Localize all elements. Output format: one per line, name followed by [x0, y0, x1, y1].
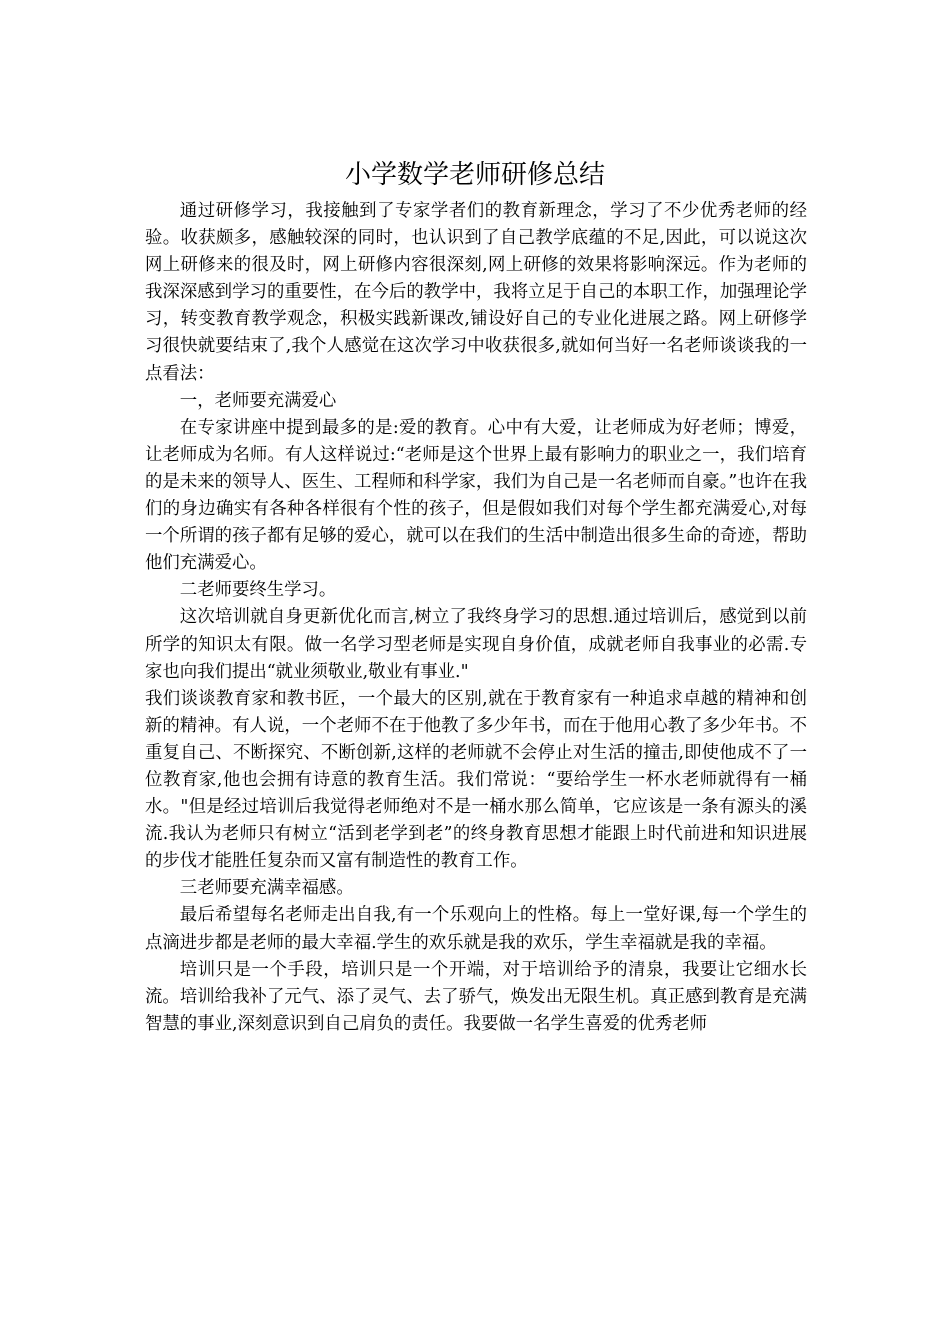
- paragraph-happiness: 最后希望每名老师走出自我,有一个乐观向上的性格。每上一堂好课,每一个学生的点滴进步都是老师的最大幸福.学生的欢乐就是我的欢乐，学生幸福就是我的幸福。: [145, 905, 807, 953]
- paragraph-love: 在专家讲座中提到最多的是:爱的教育。心中有大爱，让老师成为好老师；博爱，让老师成为名师。有人这样说过:“老师是这个世界上最有影响力的职业之一，我们培育的是未来的领导人、医生、工程师和科学家，我们为自己是一名老师而自豪。”也许在我们的身边确实有各种各样很有个性的孩子，但是假如我们对每个学生都充满爱心,对每一个所谓的孩子都有足够的爱心，就可以在我们的生活中制造出很多生命的奇迹，帮助他们充满爱心。: [145, 417, 807, 574]
- paragraph-conclusion: 培训只是一个手段，培训只是一个开端，对于培训给予的清泉，我要让它细水长流。培训给我补了元气、添了灵气、去了骄气，焕发出无限生机。真正感到教育是充满智慧的事业,深刻意识到自己肩负的责任。我要做一名学生喜爱的优秀老师: [145, 959, 807, 1034]
- paragraph-training: 这次培训就自身更新优化而言,树立了我终身学习的思想.通过培训后，感觉到以前所学的知识太有限。做一名学习型老师是实现自身价值，成就老师自我事业的必需.专家也向我们提出“就业须敬业,敬业有事业.": [145, 607, 807, 682]
- section-heading-happiness: 三老师要充满幸福感。: [179, 878, 354, 899]
- document-body: [145, 198, 807, 1038]
- paragraph-educator: 我们谈谈教育家和教书匠，一个最大的区别,就在于教育家有一种追求卓越的精神和创新的精神。有人说，一个老师不在于他教了多少年书，而在于他用心教了多少年书。不重复自己、不断探究、不断创新,这样的老师就不会停止对生活的撞击,即使他成不了一位教育家,他也会拥有诗意的教育生活。我们常说：“要给学生一杯水老师就得有一桶水。"但是经过培训后我觉得老师绝对不是一桶水那么简单，它应该是一条有源头的溪流.我认为老师只有树立“活到老学到老”的终身教育思想才能跟上时代前进和知识进展的步伐才能胜任复杂而又富有制造性的教育工作。: [145, 688, 807, 872]
- section-heading-lifelong-learning: 二老师要终生学习。: [179, 580, 337, 601]
- document-title: 小学数学老师研修总结: [344, 160, 605, 190]
- paragraph-intro: 通过研修学习，我接触到了专家学者们的教育新理念，学习了不少优秀老师的经验。收获颇多，感触较深的同时，也认识到了自己教学底蕴的不足,因此，可以说这次网上研修来的很及时，网上研修内容很深刻,网上研修的效果将影响深远。作为老师的我深深感到学习的重要性，在今后的教学中，我将立足于自己的本职工作，加强理论学习，转变教育教学观念，积极实践新课改,铺设好自己的专业化进展之路。网上研修学习很快就要结束了,我个人感觉在这次学习中收获很多,就如何当好一名老师谈谈我的一点看法：: [145, 201, 807, 384]
- section-heading-love: 一，老师要充满爱心: [179, 390, 337, 411]
